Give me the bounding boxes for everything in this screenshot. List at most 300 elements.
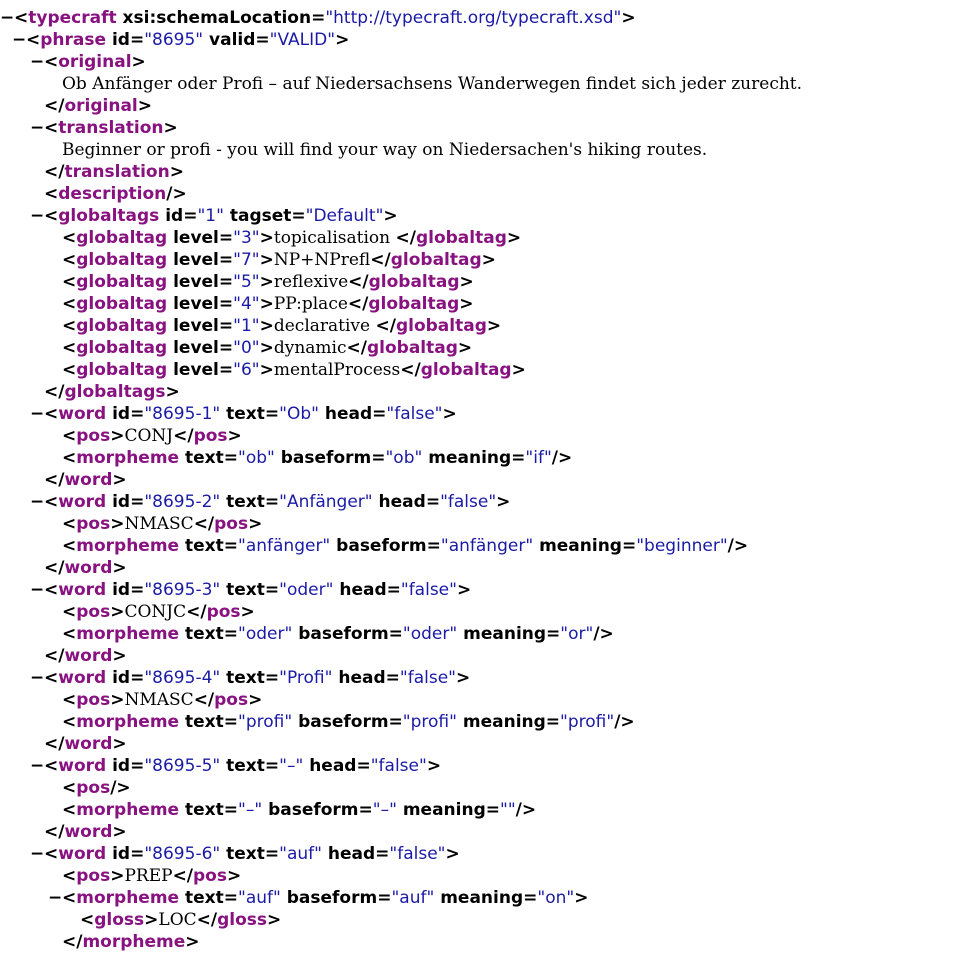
xml-line (0, 755, 960, 777)
xml-equals: = (264, 404, 280, 424)
xml-attr-value: "ob" (238, 448, 275, 468)
xml-attr-value: "8695-1" (144, 404, 221, 424)
xml-attr-name: head (339, 580, 387, 600)
xml-equals: = (291, 206, 306, 226)
xml-line (0, 359, 960, 381)
xml-line (0, 909, 960, 931)
xml-punctuation: > (112, 822, 127, 842)
xml-line (0, 183, 960, 205)
xml-attr-name: baseform (280, 448, 372, 468)
xml-line (0, 381, 960, 403)
xml-punctuation: > (112, 470, 127, 490)
xml-attr-name: baseform (298, 624, 389, 644)
xml-line (0, 535, 960, 557)
xml-punctuation: > (259, 360, 274, 380)
xml-tag-name: word (58, 844, 107, 864)
xml-equals: = (388, 624, 403, 644)
xml-attr-value: "8695-5" (144, 756, 221, 776)
xml-attr-value: "false" (370, 756, 427, 776)
xml-tag-name: pos (76, 690, 111, 710)
xml-tag-name: pos (193, 426, 228, 446)
xml-attr-value: "3" (233, 228, 260, 248)
xml-attr-value: "8695-6" (144, 844, 221, 864)
xml-tag-name: word (58, 404, 107, 424)
xml-text-content: Beginner or profi - you will find your way on Niedersachen's hiking routes. (62, 140, 708, 160)
xml-attr-name: text (185, 448, 224, 468)
xml-equals: = (546, 624, 561, 644)
xml-punctuation: < (62, 338, 77, 358)
xml-punctuation: < (14, 8, 29, 28)
xml-attr-name: text (185, 624, 224, 644)
xml-line (0, 51, 960, 73)
xml-attr-value: "if" (525, 448, 552, 468)
xml-punctuation: < (62, 888, 77, 908)
xml-equals: = (388, 712, 403, 732)
xml-attr-name: text (185, 536, 224, 556)
xml-line (0, 271, 960, 293)
xml-equals: = (523, 888, 538, 908)
xml-punctuation: /> (166, 184, 187, 204)
xml-punctuation: > (163, 118, 178, 138)
xml-tag-name: word (64, 734, 113, 754)
xml-text-content: CONJC (124, 602, 187, 622)
xml-equals: = (264, 844, 280, 864)
xml-punctuation: > (110, 514, 125, 534)
xml-tag-name: translation (64, 162, 170, 182)
xml-attr-name: baseform (336, 536, 427, 556)
xml-attr-name: text (185, 800, 224, 820)
collapse-toggle-icon[interactable]: − (30, 492, 45, 512)
xml-equals: = (130, 844, 145, 864)
xml-attr-value: "VALID" (269, 30, 336, 50)
xml-line (0, 293, 960, 315)
xml-tag-name: pos (76, 426, 111, 446)
xml-line (0, 139, 960, 161)
xml-attr-name: baseform (298, 712, 389, 732)
xml-punctuation: > (259, 316, 274, 336)
xml-tag-name: globaltag (76, 228, 168, 248)
xml-punctuation: /> (515, 800, 537, 820)
xml-line (0, 117, 960, 139)
xml-equals: = (545, 712, 561, 732)
xml-punctuation: < (44, 184, 59, 204)
xml-attr-value: "1" (197, 206, 224, 226)
xml-equals: = (223, 712, 238, 732)
xml-tag-name: globaltags (58, 206, 160, 226)
xml-equals: = (218, 228, 234, 248)
xml-attr-name: id (112, 404, 131, 424)
xml-punctuation: < (62, 272, 77, 292)
xml-punctuation: </ (44, 470, 65, 490)
xml-punctuation: < (62, 294, 77, 314)
xml-punctuation: </ (173, 426, 194, 446)
xml-line (0, 843, 960, 865)
xml-line (0, 645, 960, 667)
xml-punctuation: < (62, 228, 77, 248)
xml-punctuation: > (621, 8, 636, 28)
xml-attr-name: id (112, 756, 131, 776)
xml-tag-name: globaltag (368, 272, 460, 292)
xml-equals: = (264, 756, 280, 776)
xml-equals: = (375, 844, 390, 864)
xml-punctuation: < (44, 756, 59, 776)
xml-punctuation: < (62, 800, 77, 820)
xml-punctuation: </ (62, 932, 83, 952)
xml-tag-name: word (64, 646, 113, 666)
xml-attr-value: "false" (399, 668, 457, 688)
xml-equals: = (183, 206, 198, 226)
xml-tag-name: globaltag (395, 316, 487, 336)
xml-equals: = (223, 448, 238, 468)
xml-punctuation: > (574, 888, 589, 908)
xml-tag-name: morpheme (76, 712, 180, 732)
xml-attr-name: meaning (402, 800, 486, 820)
xml-punctuation: > (456, 580, 472, 600)
xml-punctuation: > (383, 206, 398, 226)
xml-punctuation: > (511, 360, 526, 380)
xml-tag-name: gloss (94, 910, 145, 930)
collapse-toggle-icon[interactable]: − (12, 30, 27, 50)
xml-attr-name: head (327, 844, 376, 864)
xml-attr-name: id (112, 668, 131, 688)
xml-attr-name: level (173, 316, 219, 336)
xml-punctuation: > (481, 250, 496, 270)
xml-tag-name: pos (76, 602, 111, 622)
xml-attr-value: "Default" (305, 206, 384, 226)
xml-punctuation: > (144, 910, 159, 930)
xml-attr-value: "5" (233, 272, 260, 292)
xml-punctuation: </ (44, 734, 65, 754)
xml-equals: = (371, 448, 386, 468)
xml-attr-value: "false" (440, 492, 497, 512)
xml-text-content: topicalisation (273, 228, 396, 248)
xml-attr-value: "4" (233, 294, 260, 314)
xml-punctuation: </ (44, 382, 65, 402)
xml-text-content: reflexive (273, 272, 349, 292)
xml-tree-viewer (0, 7, 960, 953)
xml-attr-name: level (173, 294, 219, 314)
xml-tag-name: word (58, 580, 107, 600)
xml-line (0, 733, 960, 755)
xml-tag-name: globaltag (76, 360, 168, 380)
xml-tag-name: pos (193, 866, 227, 886)
xml-tag-name: globaltag (420, 360, 512, 380)
xml-punctuation: > (442, 404, 457, 424)
xml-punctuation: /> (614, 712, 635, 732)
xml-line (0, 799, 960, 821)
xml-punctuation: < (62, 514, 77, 534)
xml-attr-name: meaning (462, 712, 546, 732)
xml-line (0, 821, 960, 843)
xml-punctuation: > (267, 910, 282, 930)
xml-line (0, 601, 960, 623)
xml-line (0, 95, 960, 117)
xml-attr-name: meaning (463, 624, 547, 644)
xml-tag-name: word (64, 822, 113, 842)
xml-punctuation: > (248, 690, 263, 710)
xml-punctuation: </ (400, 360, 421, 380)
xml-attr-name: id (165, 206, 184, 226)
xml-punctuation: > (131, 52, 146, 72)
xml-punctuation: < (44, 404, 59, 424)
xml-attr-name: baseform (268, 800, 359, 820)
xml-equals: = (218, 250, 234, 270)
xml-attr-name: text (226, 844, 265, 864)
xml-attr-name: text (226, 404, 265, 424)
xml-attr-value: "8695-3" (144, 580, 221, 600)
xml-attr-value: "or" (560, 624, 594, 644)
collapse-toggle-icon[interactable]: − (48, 888, 63, 908)
xml-equals: = (311, 8, 326, 28)
xml-tag-name: pos (76, 514, 111, 534)
xml-punctuation: < (62, 426, 77, 446)
xml-punctuation: </ (196, 910, 218, 930)
xml-attr-value: "anfänger" (440, 536, 534, 556)
xml-attr-value: "0" (233, 338, 260, 358)
xml-tag-name: globaltag (76, 294, 168, 314)
xml-punctuation: < (44, 52, 59, 72)
xml-line (0, 29, 960, 51)
xml-attr-name: meaning (440, 888, 524, 908)
xml-attr-name: text (185, 712, 224, 732)
xml-punctuation: > (112, 558, 127, 578)
xml-equals: = (385, 668, 400, 688)
xml-equals: = (372, 404, 387, 424)
xml-tag-name: globaltag (76, 338, 168, 358)
xml-line (0, 337, 960, 359)
xml-tag-name: globaltags (64, 382, 166, 402)
xml-attr-name: xsi:schemaLocation (122, 8, 312, 28)
xml-punctuation: </ (347, 294, 369, 314)
xml-equals: = (511, 448, 526, 468)
xml-tag-name: word (64, 558, 113, 578)
xml-line (0, 711, 960, 733)
xml-punctuation: </ (44, 646, 65, 666)
xml-punctuation: </ (44, 822, 65, 842)
xml-tag-name: morpheme (76, 624, 180, 644)
xml-tag-name: pos (206, 602, 241, 622)
xml-text-content: mentalProcess (273, 360, 401, 380)
xml-text-content: declarative (273, 316, 376, 336)
xml-attr-value: "–" (372, 800, 397, 820)
xml-attr-name: level (173, 360, 219, 380)
xml-equals: = (264, 492, 280, 512)
collapse-toggle-icon[interactable]: − (30, 206, 45, 226)
xml-attr-value: "8695-4" (144, 668, 221, 688)
xml-punctuation: < (44, 580, 59, 600)
xml-punctuation: < (44, 492, 59, 512)
xml-punctuation: > (445, 844, 460, 864)
xml-punctuation: < (62, 602, 77, 622)
xml-equals: = (358, 800, 373, 820)
xml-punctuation: < (44, 118, 59, 138)
xml-punctuation: </ (44, 162, 65, 182)
xml-equals: = (218, 338, 234, 358)
collapse-toggle-icon[interactable]: − (30, 580, 45, 600)
collapse-toggle-icon[interactable]: − (30, 668, 45, 688)
xml-text-content: Ob Anfänger oder Profi – auf Niedersachsens Wanderwegen findet sich jeder zurecht. (62, 74, 803, 94)
xml-punctuation: < (62, 536, 77, 556)
xml-tag-name: morpheme (76, 448, 180, 468)
xml-attr-value: "false" (389, 844, 446, 864)
xml-tag-name: word (58, 668, 107, 688)
xml-tag-name: globaltag (390, 250, 482, 270)
xml-attr-name: meaning (428, 448, 512, 468)
xml-attr-name: text (226, 492, 265, 512)
xml-equals: = (218, 360, 234, 380)
xml-line (0, 667, 960, 689)
xml-tag-name: phrase (40, 30, 107, 50)
collapse-toggle-icon[interactable]: − (30, 756, 45, 776)
collapse-toggle-icon[interactable]: − (30, 118, 45, 138)
xml-punctuation: > (112, 734, 127, 754)
xml-equals: = (264, 668, 280, 688)
xml-attr-value: "Ob" (279, 404, 319, 424)
xml-tag-name: morpheme (82, 932, 186, 952)
xml-tag-name: gloss (217, 910, 268, 930)
xml-punctuation: < (62, 624, 77, 644)
xml-line (0, 491, 960, 513)
xml-tag-name: word (64, 470, 113, 490)
xml-attr-value: "profi" (402, 712, 457, 732)
xml-line (0, 513, 960, 535)
xml-punctuation: > (259, 338, 274, 358)
xml-tag-name: morpheme (76, 536, 180, 556)
xml-punctuation: > (496, 492, 511, 512)
xml-punctuation: > (110, 426, 125, 446)
xml-punctuation: > (227, 426, 242, 446)
xml-punctuation: < (62, 778, 77, 798)
xml-attr-name: text (226, 580, 265, 600)
xml-punctuation: < (62, 712, 77, 732)
xml-line (0, 623, 960, 645)
xml-punctuation: > (486, 316, 502, 336)
xml-equals: = (130, 492, 145, 512)
xml-attr-value: "oder" (279, 580, 334, 600)
xml-line (0, 777, 960, 799)
xml-line (0, 73, 960, 95)
xml-line (0, 205, 960, 227)
xml-punctuation: </ (193, 690, 215, 710)
xml-punctuation: </ (193, 514, 215, 534)
xml-equals: = (386, 580, 401, 600)
xml-tag-name: pos (76, 778, 111, 798)
xml-equals: = (130, 580, 145, 600)
xml-attr-value: "on" (537, 888, 575, 908)
xml-line (0, 7, 960, 29)
xml-tag-name: pos (214, 514, 249, 534)
xml-line (0, 249, 960, 271)
xml-attr-value: "auf" (279, 844, 322, 864)
xml-punctuation: < (62, 448, 77, 468)
xml-attr-value: "beginner" (636, 536, 728, 556)
xml-tag-name: globaltag (76, 272, 168, 292)
xml-punctuation: > (457, 338, 473, 358)
xml-tag-name: globaltag (368, 294, 460, 314)
xml-equals: = (255, 30, 270, 50)
xml-tag-name: morpheme (76, 888, 180, 908)
xml-line (0, 865, 960, 887)
xml-punctuation: > (506, 228, 522, 248)
xml-attr-name: text (226, 756, 265, 776)
xml-attr-name: head (338, 668, 386, 688)
xml-line (0, 931, 960, 953)
xml-punctuation: < (44, 668, 59, 688)
xml-text-content: NMASC (124, 514, 194, 534)
collapse-toggle-icon[interactable]: − (30, 844, 45, 864)
xml-punctuation: < (44, 206, 59, 226)
xml-attr-value: "–" (238, 800, 263, 820)
collapse-toggle-icon[interactable]: − (30, 404, 45, 424)
xml-punctuation: </ (44, 558, 65, 578)
xml-text-content: PP:place (273, 294, 348, 314)
xml-attr-name: level (173, 228, 219, 248)
collapse-toggle-icon[interactable]: − (0, 8, 15, 28)
xml-tag-name: original (58, 52, 132, 72)
xml-equals: = (425, 492, 441, 512)
xml-equals: = (130, 756, 145, 776)
xml-punctuation: > (456, 668, 471, 688)
xml-punctuation: < (62, 250, 77, 270)
xml-line (0, 469, 960, 491)
xml-equals: = (130, 404, 145, 424)
xml-attr-name: baseform (286, 888, 378, 908)
xml-punctuation: < (62, 316, 77, 336)
xml-punctuation: </ (346, 338, 367, 358)
xml-line (0, 161, 960, 183)
xml-line (0, 403, 960, 425)
xml-punctuation: /> (110, 778, 131, 798)
xml-punctuation: > (248, 514, 263, 534)
xml-punctuation: > (110, 602, 125, 622)
xml-attr-value: "6" (233, 360, 260, 380)
xml-punctuation: > (226, 866, 242, 886)
xml-attr-value: "profi" (238, 712, 293, 732)
xml-attr-value: "8695-2" (144, 492, 221, 512)
xml-attr-value: "oder" (402, 624, 458, 644)
xml-equals: = (356, 756, 371, 776)
xml-attr-name: head (324, 404, 373, 424)
xml-punctuation: > (335, 30, 350, 50)
xml-punctuation: > (110, 866, 125, 886)
xml-attr-name: level (173, 250, 219, 270)
xml-punctuation: > (240, 602, 255, 622)
xml-punctuation: </ (172, 866, 194, 886)
xml-punctuation: < (62, 360, 77, 380)
xml-tag-name: original (64, 96, 138, 116)
xml-attr-value: "–" (279, 756, 304, 776)
xml-equals: = (264, 580, 280, 600)
xml-text-content: NMASC (124, 690, 194, 710)
xml-punctuation: > (459, 294, 474, 314)
xml-punctuation: < (80, 910, 95, 930)
xml-punctuation: /> (593, 624, 614, 644)
collapse-toggle-icon[interactable]: − (30, 52, 45, 72)
xml-equals: = (621, 536, 637, 556)
xml-attr-value: "Anfänger" (279, 492, 373, 512)
xml-punctuation: > (165, 382, 180, 402)
xml-attr-name: valid (209, 30, 256, 50)
xml-attr-name: text (226, 668, 265, 688)
xml-attr-value: "auf" (238, 888, 281, 908)
xml-tag-name: word (58, 756, 107, 776)
xml-punctuation: > (259, 272, 274, 292)
xml-punctuation: > (259, 228, 274, 248)
xml-text-content: dynamic (273, 338, 347, 358)
xml-tag-name: pos (214, 690, 249, 710)
xml-attr-name: id (112, 580, 131, 600)
xml-equals: = (377, 888, 392, 908)
